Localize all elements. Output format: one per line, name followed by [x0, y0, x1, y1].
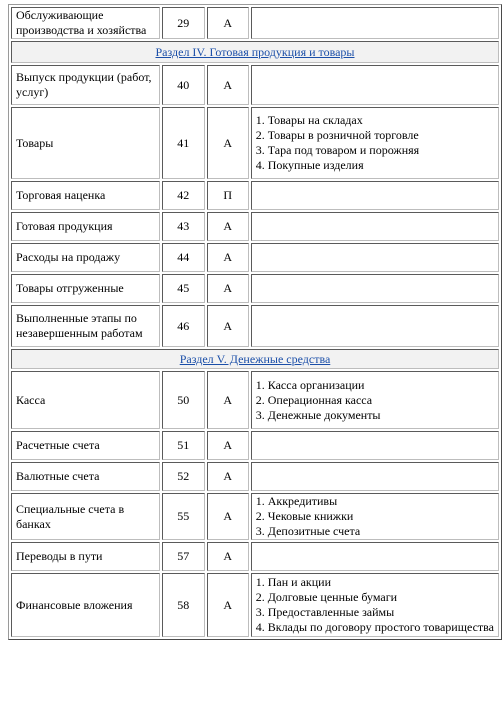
subaccounts-cell [251, 431, 499, 460]
account-name: Обслуживающие производства и хозяйства [11, 7, 160, 39]
subaccounts-cell [251, 7, 499, 39]
account-type: А [207, 573, 249, 637]
account-type: А [207, 305, 249, 347]
account-code: 52 [162, 462, 205, 491]
account-name: Специальные счета в банках [11, 493, 160, 540]
subaccounts-cell [251, 493, 499, 540]
account-type: А [207, 7, 249, 39]
account-name: Финансовые вложения [11, 573, 160, 637]
account-row [11, 462, 499, 491]
account-type: А [207, 462, 249, 491]
account-name: Расчетные счета [11, 431, 160, 460]
account-type: А [207, 431, 249, 460]
account-type: А [207, 243, 249, 272]
account-row [11, 243, 499, 272]
account-name: Товары отгруженные [11, 274, 160, 303]
account-code: 42 [162, 181, 205, 210]
account-name: Выпуск продукции (работ, услуг) [11, 65, 160, 105]
section-title-link[interactable]: Раздел IV. Готовая продукция и товары [155, 44, 355, 59]
account-type: А [207, 107, 249, 179]
table-body [11, 7, 499, 637]
chart-of-accounts-table [8, 4, 502, 640]
account-code: 40 [162, 65, 205, 105]
account-row [11, 7, 499, 39]
account-row [11, 493, 499, 540]
account-code: 44 [162, 243, 205, 272]
account-row [11, 107, 499, 179]
account-row [11, 274, 499, 303]
subaccount-item: 1. Аккредитивы [255, 494, 338, 508]
section-header-row [11, 349, 499, 369]
account-name: Переводы в пути [11, 542, 160, 571]
subaccounts-cell [251, 573, 499, 637]
subaccounts-cell [251, 371, 499, 429]
account-name: Готовая продукция [11, 212, 160, 241]
account-code: 51 [162, 431, 205, 460]
subaccounts-cell [251, 274, 499, 303]
subaccounts-cell [251, 212, 499, 241]
subaccounts-cell [251, 107, 499, 179]
account-type: А [207, 493, 249, 540]
subaccount-item: 2. Чековые книжки [255, 509, 354, 523]
account-row [11, 212, 499, 241]
account-row [11, 542, 499, 571]
account-type: А [207, 371, 249, 429]
subaccount-item: 3. Депозитные счета [255, 524, 361, 538]
account-type: П [207, 181, 249, 210]
account-type: А [207, 65, 249, 105]
subaccount-item: 3. Предоставленные займы [255, 605, 395, 619]
account-code: 43 [162, 212, 205, 241]
section-header-cell [11, 349, 499, 369]
account-code: 29 [162, 7, 205, 39]
account-name: Касса [11, 371, 160, 429]
subaccount-item: 3. Денежные документы [255, 407, 381, 422]
account-name: Выполненные этапы по незавершенным работам [11, 305, 160, 347]
account-type: А [207, 542, 249, 571]
account-name: Расходы на продажу [11, 243, 160, 272]
account-row [11, 305, 499, 347]
account-name: Товары [11, 107, 160, 179]
account-row [11, 65, 499, 105]
account-code: 55 [162, 493, 205, 540]
account-row [11, 573, 499, 637]
subaccount-item: 2. Товары в розничной торговле [255, 128, 419, 142]
account-code: 58 [162, 573, 205, 637]
subaccount-item: 2. Долговые ценные бумаги [255, 590, 398, 604]
account-code: 57 [162, 542, 205, 571]
account-row [11, 371, 499, 429]
account-code: 50 [162, 371, 205, 429]
subaccounts-cell [251, 65, 499, 105]
subaccounts-cell [251, 305, 499, 347]
subaccount-item: 2. Операционная касса [255, 392, 373, 407]
account-code: 46 [162, 305, 205, 347]
account-row [11, 181, 499, 210]
section-header-cell [11, 41, 499, 63]
account-row [11, 431, 499, 460]
subaccount-item: 1. Пан и акции [255, 575, 331, 589]
section-title-link[interactable]: Раздел V. Денежные средства [179, 351, 331, 366]
account-code: 45 [162, 274, 205, 303]
subaccounts-cell [251, 542, 499, 571]
account-name: Валютные счета [11, 462, 160, 491]
subaccounts-cell [251, 462, 499, 491]
account-name: Торговая наценка [11, 181, 160, 210]
account-type: А [207, 274, 249, 303]
subaccount-item: 4. Покупные изделия [255, 158, 364, 172]
account-code: 41 [162, 107, 205, 179]
subaccounts-cell [251, 243, 499, 272]
subaccount-item: 4. Вклады по договору простого товарищества [255, 620, 494, 634]
section-header-row [11, 41, 499, 63]
subaccount-item: 1. Касса организации [255, 377, 365, 392]
subaccounts-cell [251, 181, 499, 210]
subaccount-item: 1. Товары на складах [255, 113, 363, 127]
account-type: А [207, 212, 249, 241]
subaccount-item: 3. Тара под товаром и порожняя [255, 143, 420, 157]
